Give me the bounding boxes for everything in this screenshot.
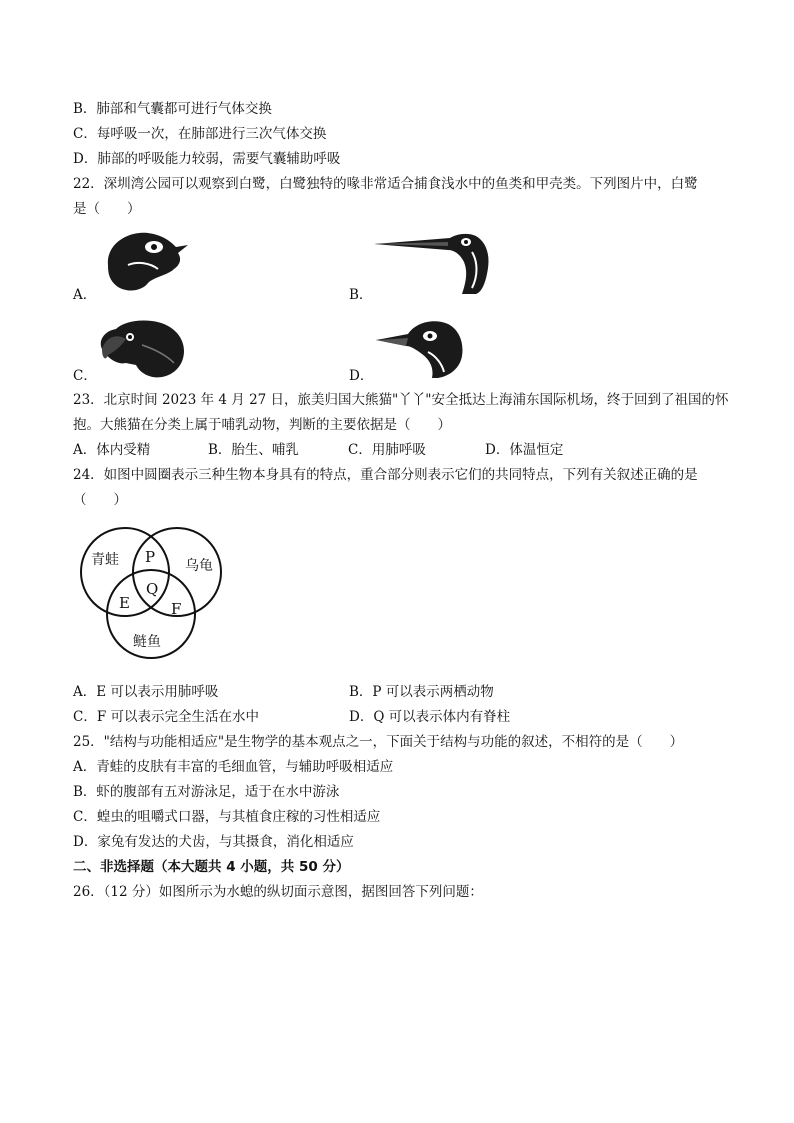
q25-option-c: C．蝗虫的咀嚼式口器，与其植食庄稼的习性相适应 [73, 809, 381, 825]
q24-stem-line1: 24．如图中圆圈表示三种生物本身具有的特点，重合部分则表示它们的共同特点，下列有关叙述正确的是 [73, 467, 698, 483]
q24-stem-line2: （ ） [73, 492, 127, 508]
q23-stem-line1: 23．北京时间 2023 年 4 月 27 日，旅美归国大熊猫"丫丫"安全抵达上海浦东国际机场，终于回到了祖国的怀 [73, 392, 729, 408]
venn-diagram [75, 526, 230, 666]
venn-label-p: P [145, 548, 156, 566]
bird-head-b-image [372, 228, 496, 296]
q23-option-c: C．用肺呼吸 [348, 442, 426, 458]
q25-option-b: B．虾的腹部有五对游泳足，适于在水中游泳 [73, 784, 340, 800]
q24-option-a: A．E 可以表示用肺呼吸 [73, 684, 219, 700]
venn-label-fish: 鲢鱼 [133, 634, 161, 650]
section-2-title: 二、非选择题（本大题共 4 小题，共 50 分） [73, 859, 350, 875]
venn-label-f: F [171, 600, 182, 618]
q25-stem: 25．"结构与功能相适应"是生物学的基本观点之一，下面关于结构与功能的叙述，不相符的是（ ） [73, 734, 684, 750]
venn-label-frog: 青蛙 [91, 552, 119, 568]
q21-option-b: B．肺部和气囊都可进行气体交换 [73, 101, 272, 117]
venn-label-e: E [119, 594, 130, 612]
q23-stem-line2: 抱。大熊猫在分类上属于哺乳动物，判断的主要依据是（ ） [73, 417, 451, 433]
q22-option-d-label: D． [349, 368, 374, 384]
q22-option-b-label: B． [349, 287, 373, 303]
q22-option-a-label: A． [73, 287, 97, 303]
q22-stem-line2: 是（ ） [73, 201, 141, 217]
q23-option-b: B．胎生、哺乳 [208, 442, 299, 458]
bird-head-a-image [98, 225, 190, 297]
q22-stem-line1: 22．深圳湾公园可以观察到白鹭，白鹭独特的喙非常适合捕食浅水中的鱼类和甲壳类。下列图片中，白鹭 [73, 176, 698, 192]
q21-option-c: C．每呼吸一次，在肺部进行三次气体交换 [73, 126, 327, 142]
q23-option-a: A．体内受精 [73, 442, 151, 458]
q23-option-d: D．体温恒定 [485, 442, 564, 458]
venn-label-turtle: 乌龟 [185, 558, 213, 574]
venn-label-q: Q [146, 580, 159, 598]
q21-option-d: D．肺部的呼吸能力较弱，需要气囊辅助呼吸 [73, 151, 341, 167]
q25-option-d: D．家兔有发达的犬齿，与其摄食，消化相适应 [73, 834, 354, 850]
q26-stem: 26．（12 分）如图所示为水螅的纵切面示意图，据图回答下列问题： [73, 884, 483, 900]
bird-head-c-image [96, 315, 188, 381]
q24-option-c: C．F 可以表示完全生活在水中 [73, 709, 259, 725]
q24-option-d: D．Q 可以表示体内有脊柱 [349, 709, 511, 725]
bird-head-d-image [372, 312, 468, 380]
q25-option-a: A．青蛙的皮肤有丰富的毛细血管，与辅助呼吸相适应 [73, 759, 394, 775]
q22-option-c-label: C． [73, 368, 97, 384]
q24-option-b: B．P 可以表示两栖动物 [349, 684, 494, 700]
